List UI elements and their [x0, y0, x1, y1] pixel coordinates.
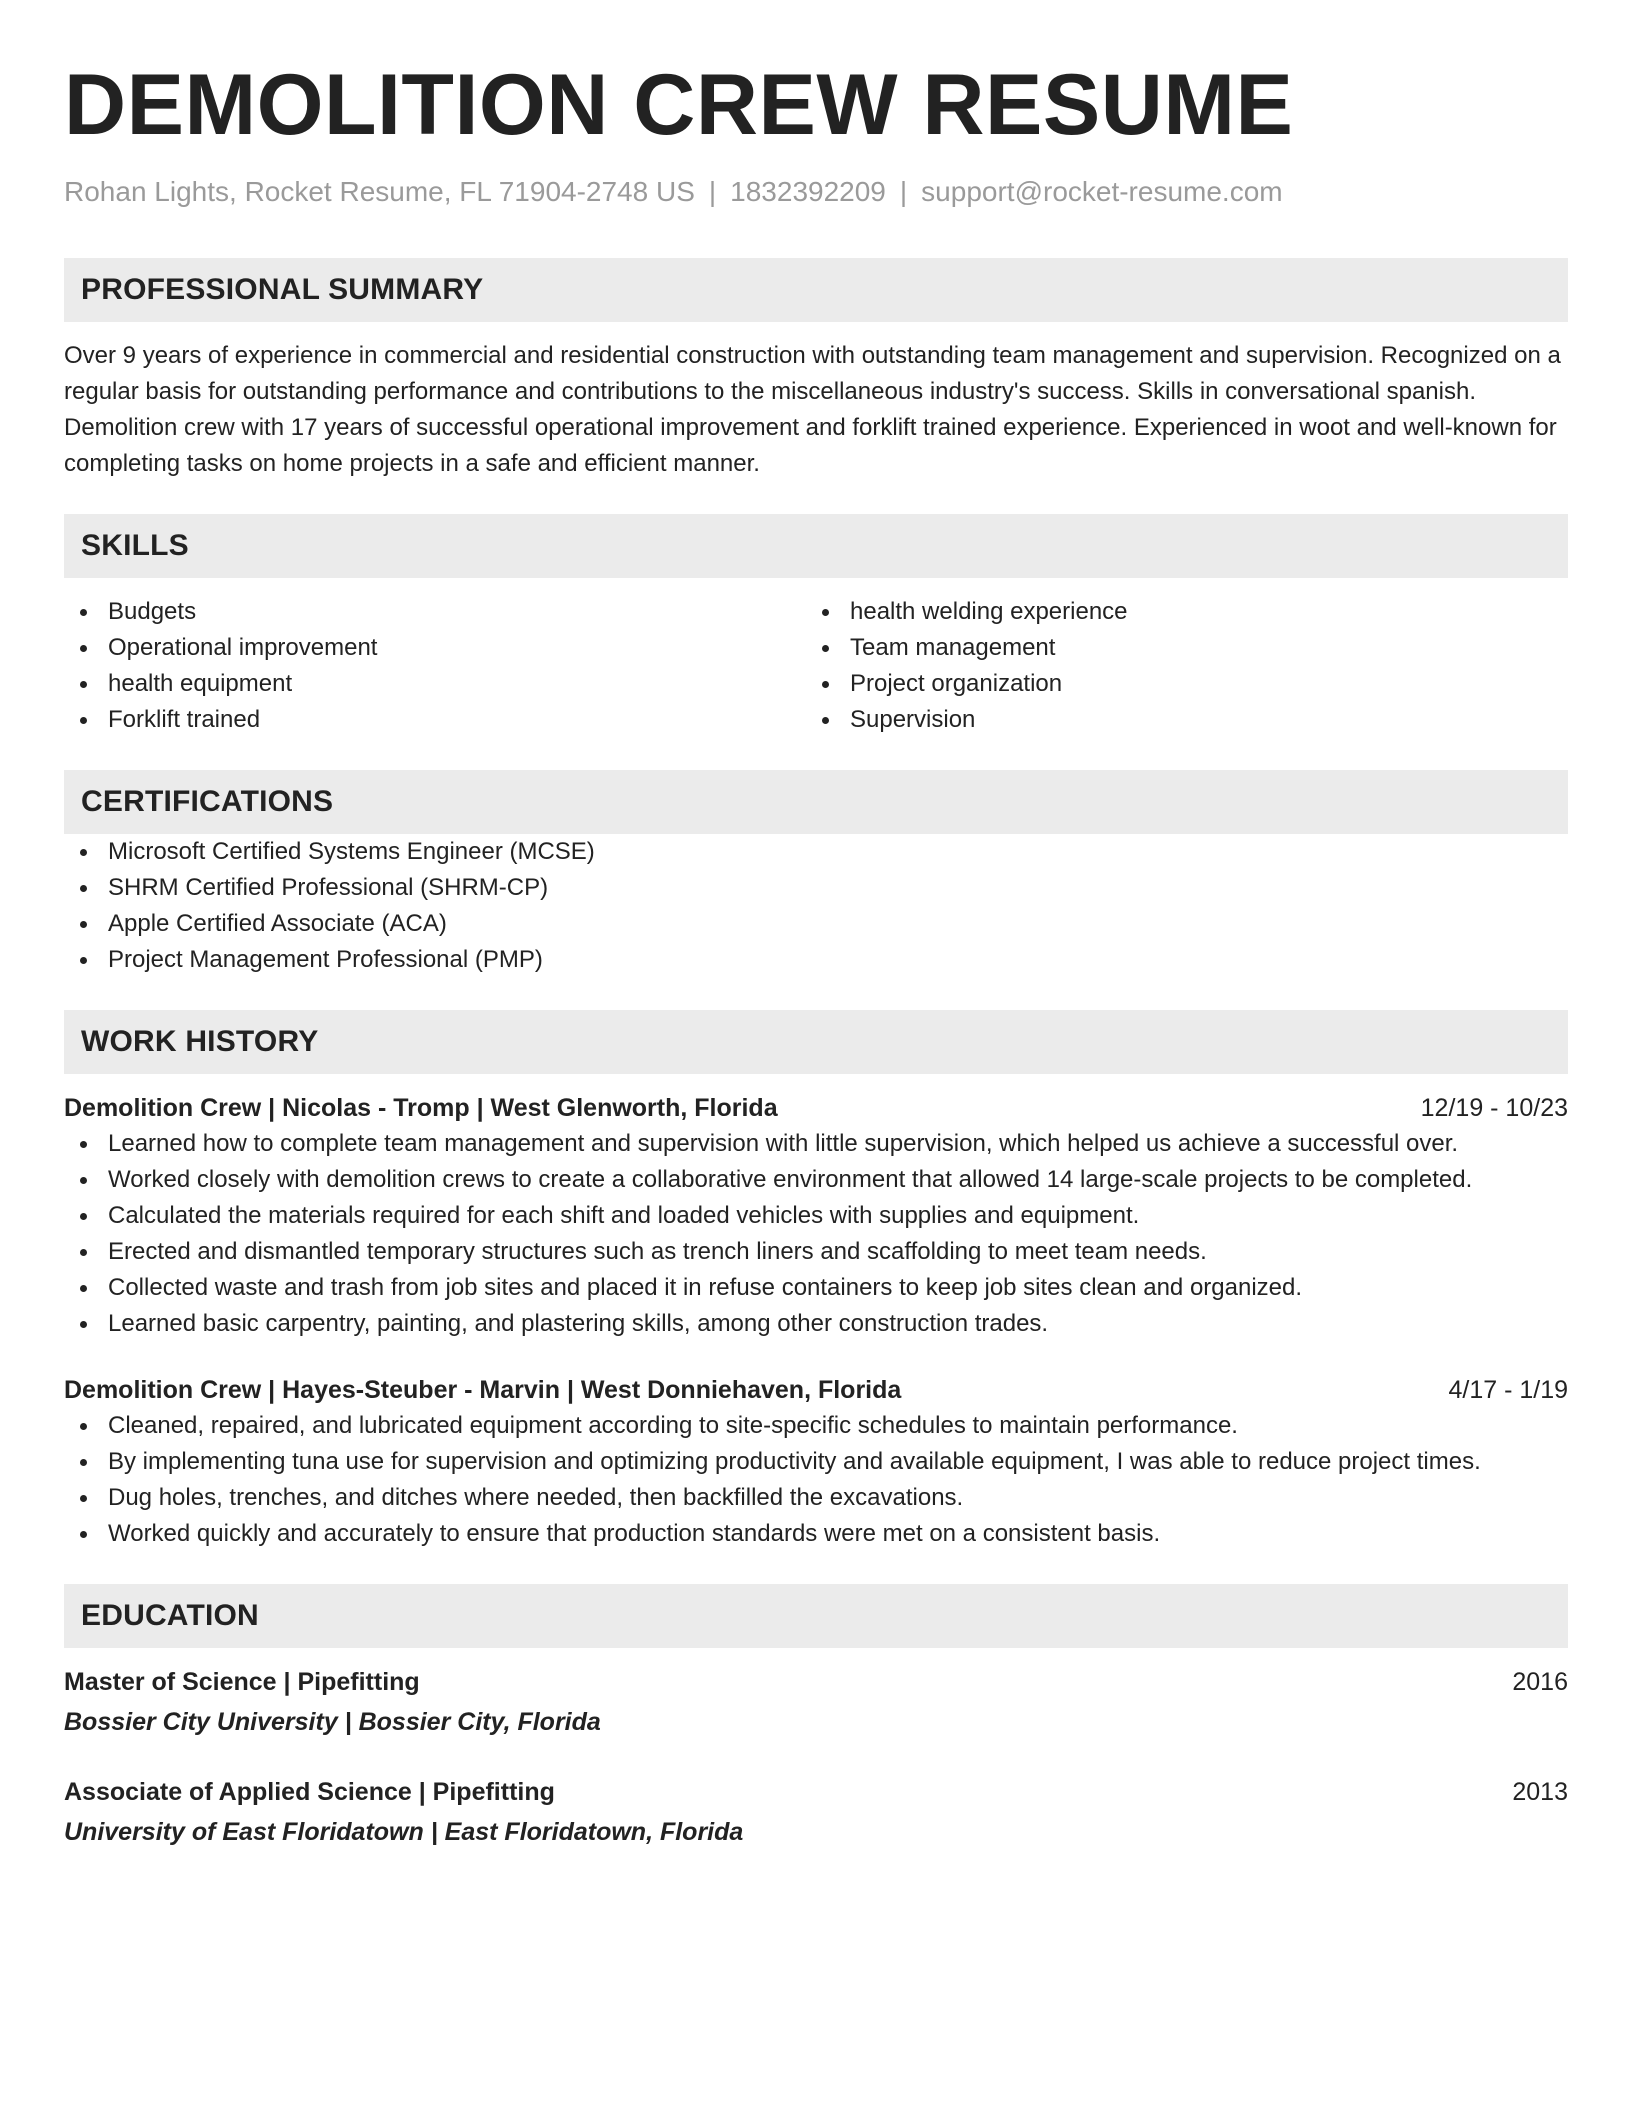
- education-header: [64, 1664, 1568, 1700]
- contact-separator: |: [899, 176, 908, 207]
- education-degree: Associate of Applied Science | Pipefitting: [64, 1778, 555, 1806]
- section-header-skills: SKILLS: [64, 514, 1568, 578]
- skills-column-right: [806, 594, 1548, 738]
- skill-item: Budgets: [64, 594, 806, 630]
- job-bullets: [64, 1126, 1568, 1342]
- contact-line: [64, 174, 1568, 210]
- contact-phone: 1832392209: [730, 176, 886, 207]
- skill-item: Operational improvement: [64, 630, 806, 666]
- job-dates: 12/19 - 10/23: [1420, 1094, 1568, 1122]
- contact-email: support@rocket-resume.com: [921, 176, 1283, 207]
- job-bullet: Worked quickly and accurately to ensure that production standards were met on a consistent basis.: [64, 1516, 1568, 1552]
- skill-item: Supervision: [806, 702, 1548, 738]
- job-bullets: [64, 1408, 1568, 1552]
- contact-address: Rohan Lights, Rocket Resume, FL 71904-2748 US: [64, 176, 695, 207]
- resume-page: [64, 0, 1568, 1850]
- skill-item: health equipment: [64, 666, 806, 702]
- job-header: [64, 1372, 1568, 1408]
- skill-item: Team management: [806, 630, 1548, 666]
- skill-item: Forklift trained: [64, 702, 806, 738]
- summary-text: Over 9 years of experience in commercial and residential construction with outstanding team management and supervision. Recognized on a regular basis for outstanding performance and contributions to the miscellaneous industry's success. Skills in conversational spanish. Demolition crew with 17 years of successful operational improvement and forklift trained experience. Experienced in woot and well-known for completing tasks on home projects in a safe and efficient manner.: [64, 342, 1561, 477]
- section-header-certifications: CERTIFICATIONS: [64, 770, 1568, 834]
- certification-item: Microsoft Certified Systems Engineer (MCSE): [64, 834, 1568, 870]
- section-header-summary: PROFESSIONAL SUMMARY: [64, 258, 1568, 322]
- education-school: Bossier City University | Bossier City, Florida: [64, 1708, 601, 1736]
- job-bullet: Erected and dismantled temporary structures such as trench liners and scaffolding to meet team needs.: [64, 1234, 1568, 1270]
- job-bullet: Calculated the materials required for each shift and loaded vehicles with supplies and equipment.: [64, 1198, 1568, 1234]
- job-title: Demolition Crew | Nicolas - Tromp | West Glenworth, Florida: [64, 1094, 778, 1122]
- job-bullet: Collected waste and trash from job sites and placed it in refuse containers to keep job sites clean and organized.: [64, 1270, 1568, 1306]
- job-bullet: By implementing tuna use for supervision and optimizing productivity and available equipment, I was able to reduce project times.: [64, 1444, 1568, 1480]
- certification-item: SHRM Certified Professional (SHRM-CP): [64, 870, 1568, 906]
- skill-item: health welding experience: [806, 594, 1548, 630]
- education-year: 2016: [1512, 1668, 1568, 1696]
- contact-separator: |: [708, 176, 717, 207]
- resume-title: DEMOLITION CREW RESUME: [64, 57, 1294, 153]
- job-title: Demolition Crew | Hayes-Steuber - Marvin | West Donniehaven, Florida: [64, 1376, 902, 1404]
- skills-column-left: [64, 594, 806, 738]
- job-bullet: Worked closely with demolition crews to create a collaborative environment that allowed 14 large-scale projects to be completed.: [64, 1162, 1568, 1198]
- job-bullet: Cleaned, repaired, and lubricated equipment according to site-specific schedules to maintain performance.: [64, 1408, 1568, 1444]
- job-bullet: Learned how to complete team management and supervision with little supervision, which helped us achieve a successful over.: [64, 1126, 1568, 1162]
- skill-item: Project organization: [806, 666, 1548, 702]
- section-header-work-history: WORK HISTORY: [64, 1010, 1568, 1074]
- education-school: University of East Floridatown | East Floridatown, Florida: [64, 1818, 744, 1846]
- job-bullet: Learned basic carpentry, painting, and plastering skills, among other construction trades.: [64, 1306, 1568, 1342]
- certifications-list: [64, 834, 1568, 978]
- job-dates: 4/17 - 1/19: [1448, 1376, 1568, 1404]
- section-header-education: EDUCATION: [64, 1584, 1568, 1648]
- education-degree: Master of Science | Pipefitting: [64, 1668, 420, 1696]
- education-year: 2013: [1512, 1778, 1568, 1806]
- certification-item: Apple Certified Associate (ACA): [64, 906, 1568, 942]
- job-header: [64, 1090, 1568, 1126]
- education-header: [64, 1774, 1568, 1810]
- job-bullet: Dug holes, trenches, and ditches where needed, then backfilled the excavations.: [64, 1480, 1568, 1516]
- skills-list: [64, 594, 1568, 738]
- certification-item: Project Management Professional (PMP): [64, 942, 1568, 978]
